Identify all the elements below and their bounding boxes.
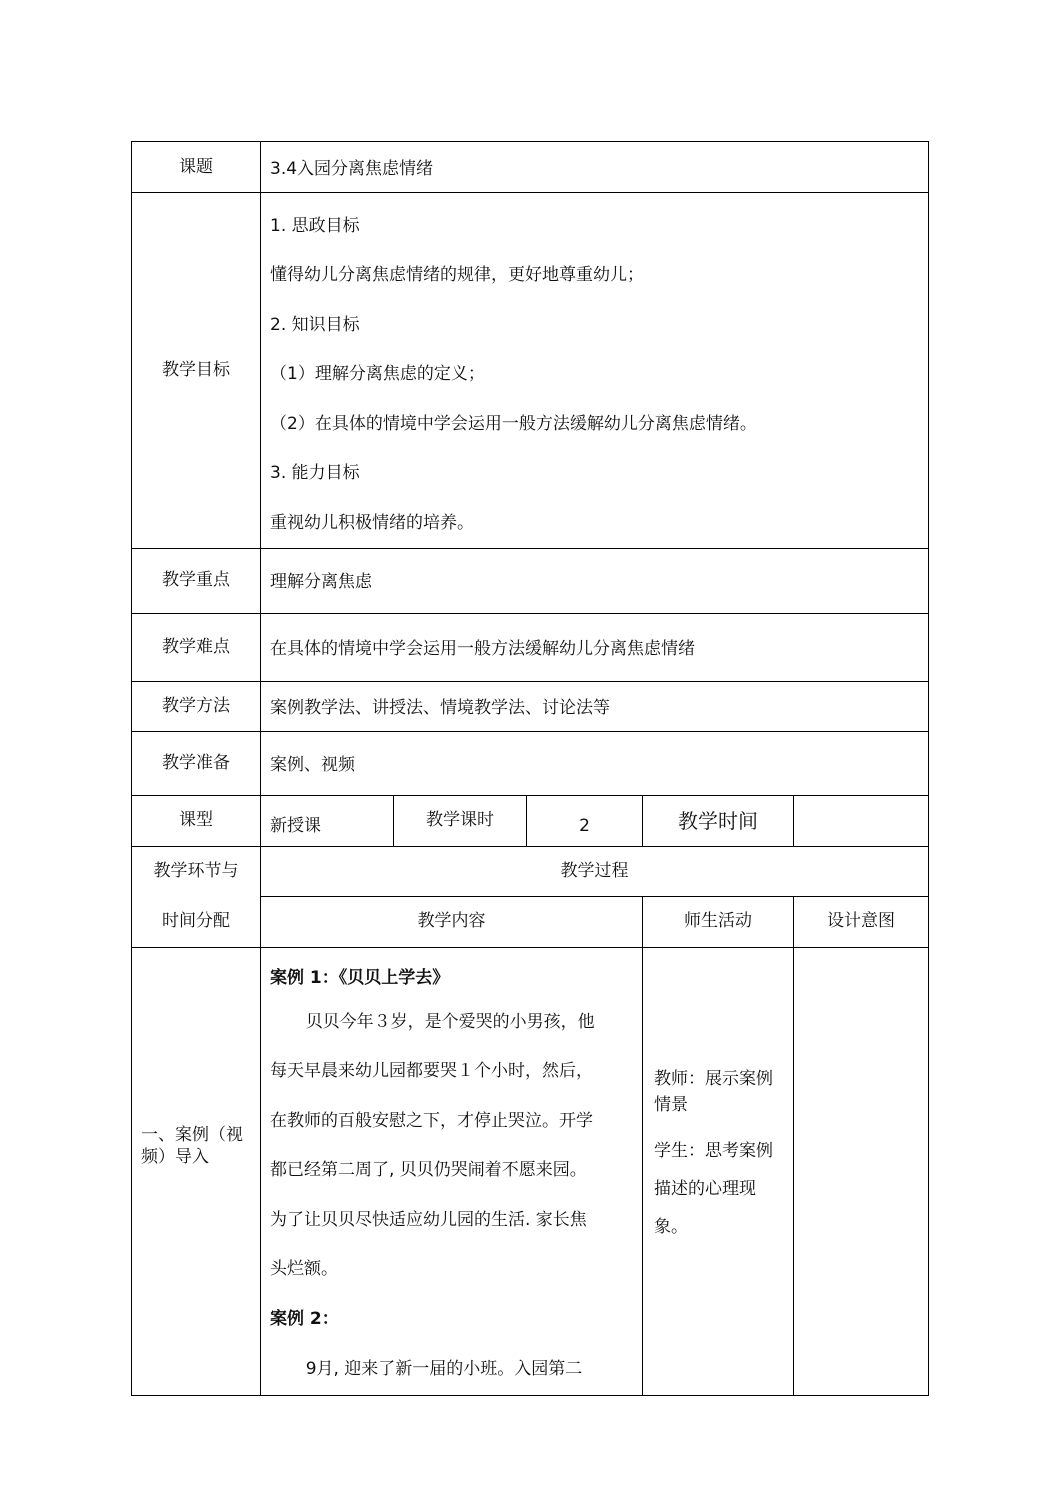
objectives-content [261,193,929,549]
activity-line: 象。 [654,1216,688,1237]
activity-line: 学生：思考案例 [654,1140,773,1161]
preparation-label: 教学准备 [132,731,261,795]
activity-line: 教师：展示案例 [654,1068,773,1089]
case-1-line: 都已经第二周了, 贝贝仍哭闹着不愿来园。 [270,1160,587,1180]
case-1-line: 在教师的百般安慰之下，才停止哭泣。开学 [270,1110,593,1131]
objectives-label: 教学目标 [132,193,261,549]
case-2-title: 案例 2： [270,1309,339,1330]
row-preparation [132,731,929,795]
case-1-line: 为了让贝贝尽快适应幼儿园的生活. 家长焦 [270,1209,587,1230]
activity-line: 情景 [654,1094,688,1115]
difficulty-label: 教学难点 [132,613,261,681]
topic-label: 课题 [132,142,261,193]
row-stage-1 [132,947,929,1395]
lesson-plan-table [131,141,929,1396]
objective-line: 3. 能力目标 [270,463,360,484]
case-2-line: 9月, 迎来了新一届的小班。入园第二 [305,1358,583,1379]
hours-label: 教学课时 [394,795,527,846]
course-type-value: 新授课 [261,795,394,846]
row-objectives [132,193,929,549]
method-value: 案例教学法、讲授法、情境教学法、讨论法等 [261,681,929,731]
activity-label: 师生活动 [643,896,794,947]
row-process-subheader [132,896,929,947]
key-point-label: 教学重点 [132,548,261,613]
row-method [132,681,929,731]
hours-value: 2 [527,795,643,846]
objective-line: （2）在具体的情境中学会运用一般方法缓解幼儿分离焦虑情绪。 [270,413,757,434]
preparation-value: 案例、视频 [261,731,929,795]
intent-label: 设计意图 [794,896,929,947]
activity-line: 描述的心理现 [654,1178,756,1199]
content-label: 教学内容 [261,896,643,947]
stage-1-activity [643,947,794,1395]
row-course-type [132,795,929,846]
objective-line: 2. 知识目标 [270,314,360,335]
stage-1-content [261,947,643,1395]
course-type-label: 课型 [132,795,261,846]
case-1-line: 贝贝今年３岁，是个爱哭的小男孩，他 [305,1011,595,1032]
objective-line: （1）理解分离焦虑的定义； [270,364,485,385]
row-topic [132,142,929,193]
case-1-title: 案例 1：《贝贝上学去》 [270,968,450,989]
row-difficulty [132,613,929,681]
row-key-point [132,548,929,613]
stage-label-line1: 教学环节与 [132,846,261,896]
time-label: 教学时间 [643,795,794,846]
case-1-line: 每天早晨来幼儿园都要哭１个小时，然后， [270,1061,593,1081]
stage-label-line2: 时间分配 [132,896,261,947]
time-value [794,795,929,846]
key-point-value: 理解分离焦虑 [261,548,929,613]
case-1-line: 头烂额。 [270,1259,338,1279]
method-label: 教学方法 [132,681,261,731]
objective-line: 1. 思政目标 [270,215,360,236]
stage-1-name: 一、案例（视频）导入 [132,947,261,1395]
row-process-header [132,846,929,896]
stage-1-intent [794,947,929,1395]
objective-line: 重视幼儿积极情绪的培养。 [270,512,474,533]
topic-value: 3.4入园分离焦虑情绪 [261,142,929,193]
objective-line: 懂得幼儿分离焦虑情绪的规律，更好地尊重幼儿； [270,265,644,286]
process-label: 教学过程 [261,846,929,896]
difficulty-value: 在具体的情境中学会运用一般方法缓解幼儿分离焦虑情绪 [261,613,929,681]
